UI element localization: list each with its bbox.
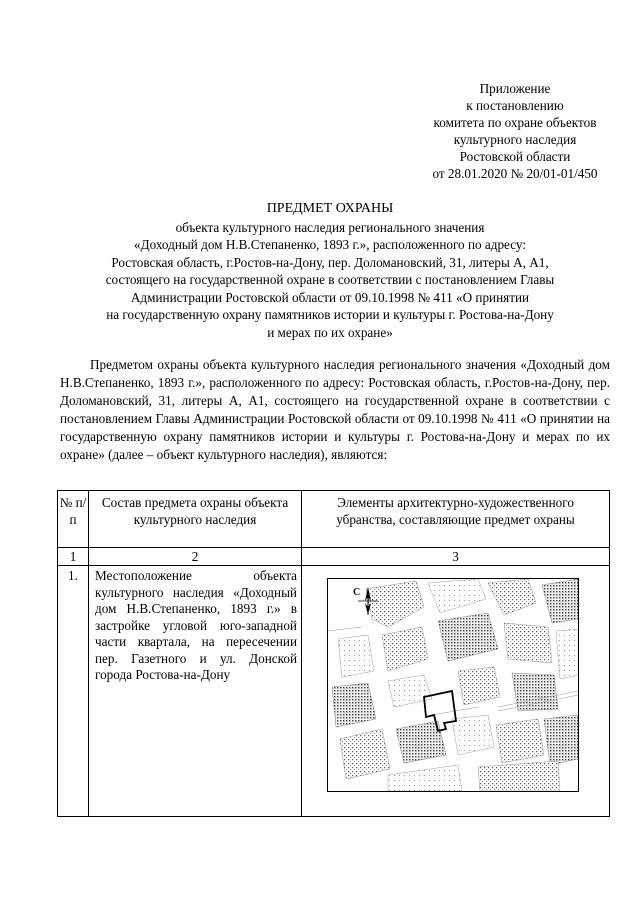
column-number-row bbox=[58, 548, 610, 566]
header-composition: Состав предмета охраны объекта культурного наследия bbox=[89, 491, 302, 548]
heading-line: состоящего на государственной охране в соответствии с постановлением Главы bbox=[105, 272, 555, 287]
intro-paragraph: Предметом охраны объекта культурного наследия регионального значения «Доходный дом Н.В.Степаненко, 1893 г.», расположенного по адресу: Ростовская область, г.Ростов-на-Дону, пер. Доломановский, 31, литеры А, А1, состоящего на государственной охране в соответствии с постановлением Главы Администрации Ростовской области от 09.10.1998 № 411 «О принятии на государственную охрану памятников истории и культуры г. Ростова-на-Дону и мерах по их охране» (далее – объект культурного наследия), являются: bbox=[60, 357, 610, 462]
document-heading bbox=[60, 200, 600, 341]
protection-table bbox=[57, 490, 610, 817]
appendix-block bbox=[400, 80, 630, 182]
appendix-line: к постановлению bbox=[466, 98, 564, 113]
heading-line: Администрации Ростовской области от 09.10.1998 № 411 «О принятии bbox=[130, 289, 530, 305]
location-map-image bbox=[328, 579, 578, 791]
appendix-line: Ростовской области bbox=[459, 149, 571, 164]
table-header-row bbox=[58, 491, 610, 548]
heading-line: и мерах по их охране» bbox=[267, 324, 393, 340]
location-map bbox=[327, 578, 579, 792]
row-num: 1. bbox=[58, 566, 89, 817]
column-number: 1 bbox=[58, 548, 89, 566]
header-num: № п/п bbox=[58, 491, 89, 548]
column-number: 3 bbox=[302, 548, 610, 566]
north-label: С bbox=[353, 587, 361, 598]
document-title: ПРЕДМЕТ ОХРАНЫ bbox=[266, 201, 394, 216]
appendix-line: Приложение bbox=[479, 81, 551, 96]
heading-line: «Доходный дом Н.В.Степаненко, 1893 г.», расположенного по адресу: bbox=[133, 237, 526, 252]
row-composition: Местоположение объекта культурного наследия «Доходный дом Н.В.Степаненко, 1893 г.» в застройке угловой юго-западной части квартала, на пересечении пер. Газетного и ул. Донской города Ростова-на-Дону bbox=[89, 566, 302, 817]
appendix-line: комитета по охране объектов bbox=[433, 115, 597, 130]
heading-line: Ростовская область, г.Ростов-на-Дону, пер. Доломановский, 31, литеры А, А1, bbox=[111, 254, 549, 270]
header-elements: Элементы архитектурно-художественного убранства, составляющие предмет охраны bbox=[302, 491, 610, 548]
column-number: 2 bbox=[89, 548, 302, 566]
heading-line: объекта культурного наследия регионального значения bbox=[175, 219, 485, 235]
table-row bbox=[58, 566, 610, 817]
appendix-line: от 28.01.2020 № 20/01-01/450 bbox=[432, 166, 598, 181]
heading-line: на государственную охрану памятников истории и культуры г. Ростова-на-Дону bbox=[106, 307, 554, 322]
appendix-line: культурного наследия bbox=[453, 132, 577, 147]
row-map-cell bbox=[302, 566, 610, 817]
